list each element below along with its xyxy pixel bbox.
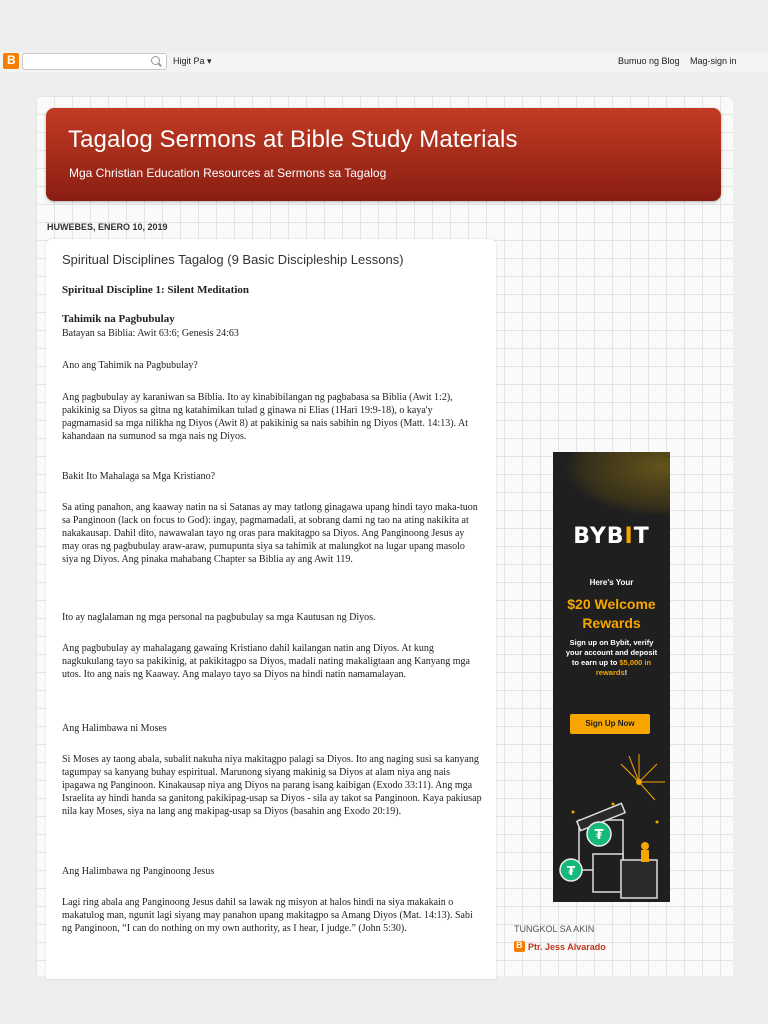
paragraph: Ang Halimbawa ng Panginoong Jesus	[62, 866, 215, 877]
paragraph: Si Moses ay taong abala, subalit nakuha niya makitagpo palagi sa Diyos. Ito ang naging susi sa kanyang tagumpay sa kanyang buhay espiritual. Marunong siyang makinig sa Diyos at alam niya ang nais ipagawa ng Panginoon. Kinakausap niya ang Diyos na parang isang kaibigan (Exodo 33:11). Ang mga Israelita ay hindi handa sa ganitong pakikipag-usap sa Diyos - sila ay takot sa Panginoon. Kaya pakiusap nila kay Moses, siya na lang ang makipag-usap sa Diyos (basahin ang Exodo 20:19).	[62, 754, 482, 817]
blogger-logo-icon[interactable]: B	[3, 53, 19, 69]
discipline-heading: Spiritual Discipline 1: Silent Meditation	[62, 284, 250, 296]
ad-swoosh-decoration	[563, 452, 670, 517]
gift-coins-illustration	[553, 742, 670, 902]
blog-description: Mga Christian Education Resources at Sermons sa Tagalog	[69, 166, 387, 180]
ad-intro: Here's Your	[589, 578, 634, 587]
paragraph: Lagi ring abala ang Panginoong Jesus dahil sa lawak ng misyon at halos hindi na siya makakain o makatulog man, ngunit lagi siyang may panahon upang makitagpo sa Amang Diyos (Mat. 14:13). Sabi ng Panginoon, “I can do nothing on my own authority, as I hear, I judge.” (John 5:30).	[62, 897, 473, 934]
sign-up-button[interactable]: Sign Up Now	[570, 714, 650, 734]
ad-offer-2: Rewards	[582, 615, 641, 631]
paragraph: Ang Halimbawa ni Moses	[62, 723, 167, 734]
blog-header	[46, 108, 721, 201]
more-menu[interactable]: Higit Pa ▾	[173, 56, 212, 66]
section-heading: Tahimik na Pagbubulay	[62, 313, 175, 325]
post-title[interactable]: Spiritual Disciplines Tagalog (9 Basic Discipleship Lessons)	[62, 252, 404, 267]
paragraph: Batayan sa Biblia: Awit 63:6; Genesis 24:63	[62, 328, 239, 339]
post-date: HUWEBES, ENERO 10, 2019	[47, 222, 168, 232]
paragraph: Sa ating panahon, ang kaaway natin na si Satanas ay may tatlong ginagawa upang hindi tayo maka-tuon sa Panginoon (lack on focus to God): ingay, pagmamadali, at sobrang dami ng tao na ating nakikita at nakakausap. Dahil dito, nawawalan tayo ng oras para makitagpo sa Diyos. Ang Panginoong Jesus ay may oras ng pagbubulay araw-araw, pumupunta siya sa tahimik at malungkot na lugar upang masolo siya ng Diyos. Ang pinaka mahabang Chapter sa Biblia ay ang Awit 119.	[62, 502, 478, 565]
svg-text:₮: ₮	[566, 864, 576, 878]
paragraph: Ang pagbubulay ay karaniwan sa Biblia. Ito ay kinabibilangan ng pagbabasa sa Biblia (Awit 1:2), pakikinig sa Diyos sa gitna ng katahimikan tulad g ginawa ni Elias (1Hari 19:9-18), o kaya'y pagmamasid sa mga nilikha ng Diyos (Awit 8) at pakikinig sa nais sabihin ng Diyos (Matt. 14:13). At kahandaan na sumunod sa mga nais ng Diyos.	[62, 392, 468, 442]
search-input[interactable]	[23, 54, 143, 69]
ad-terms: Sign up on Bybit, verify your account and deposit to earn up to $5,000 in rewards!	[565, 638, 658, 677]
post	[46, 239, 496, 979]
sign-in-link[interactable]: Mag-sign in	[690, 56, 737, 66]
ad-offer: $20 Welcome	[567, 596, 656, 612]
blogger-profile-icon: B	[514, 941, 525, 952]
blog-title[interactable]: Tagalog Sermons at Bible Study Materials	[68, 126, 518, 153]
paragraph: Bakit Ito Mahalaga sa Mga Kristiano?	[62, 471, 216, 482]
paragraph: Ito ay naglalaman ng mga personal na pagbubulay sa mga Kautusan ng Diyos.	[62, 612, 376, 623]
about-heading: TUNGKOL SA AKIN	[514, 924, 595, 934]
bybit-logo: BYBIT	[573, 524, 650, 549]
bybit-ad[interactable]	[553, 452, 670, 902]
svg-text:₮: ₮	[594, 828, 604, 843]
create-blog-link[interactable]: Bumuo ng Blog	[618, 56, 680, 66]
blogger-navbar	[0, 52, 768, 72]
paragraph: Ano ang Tahimik na Pagbubulay?	[62, 360, 198, 371]
about-author-link[interactable]: B Ptr. Jess Alvarado	[516, 940, 606, 952]
search-icon[interactable]	[151, 56, 160, 65]
paragraph: Ang pagbubulay ay mahalagang gawaing Kristiano dahil kailangan natin ang Diyos. At kung nagkukulang tayo sa pakikinig, at pakikitagpo sa Diyos, madali nating makaligtaan ang Kanyang mga utos. Ito ang nais ng Kaaway. Ang malayo tayo sa Diyos na hindi natin namamalayan.	[62, 643, 470, 680]
search-box	[22, 53, 167, 70]
